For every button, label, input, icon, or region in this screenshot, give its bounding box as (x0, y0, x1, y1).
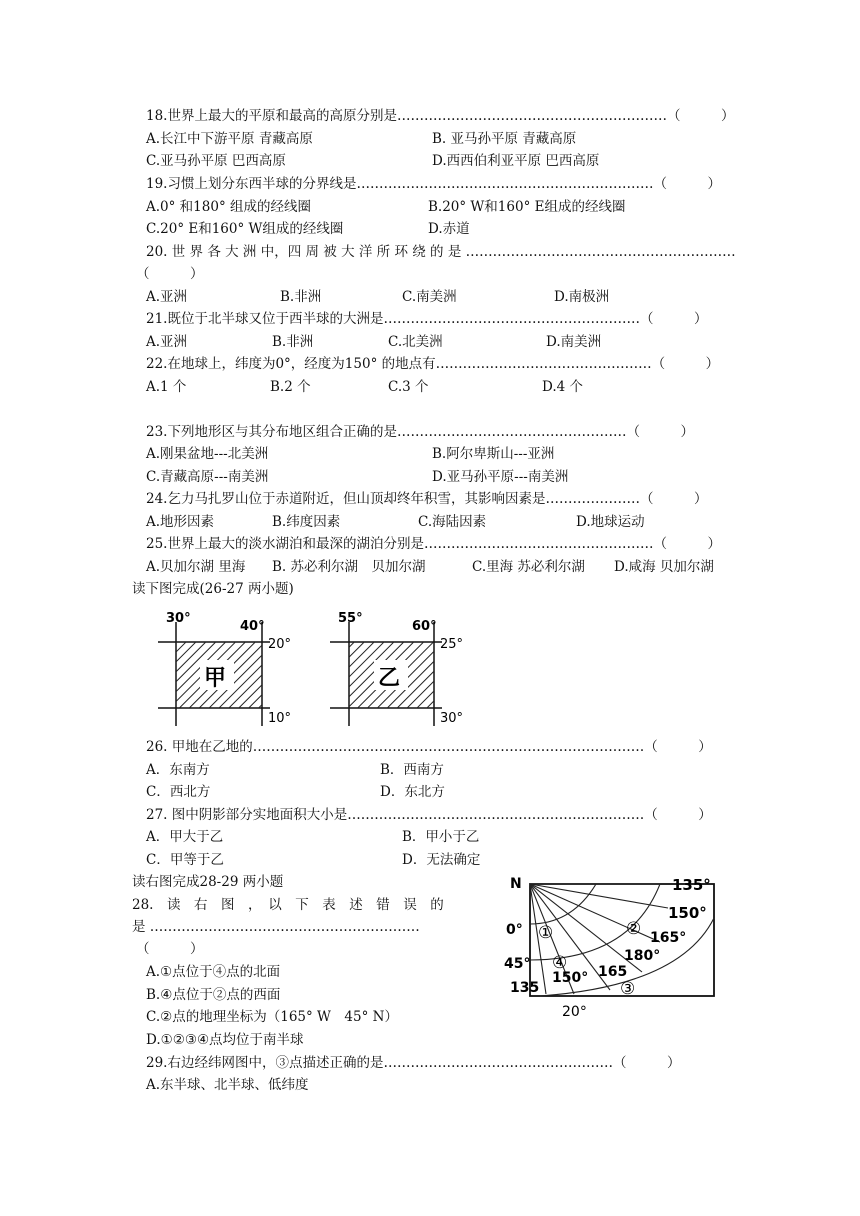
q20-option-b: B.非洲 (280, 289, 322, 305)
q24-option-d: D.地球运动 (576, 514, 645, 530)
q21-option-b: B.非洲 (272, 334, 314, 350)
q27-option-b: B．甲小于乙 (402, 829, 480, 845)
q25-option-c: C.里海 苏必利尔湖 (472, 559, 585, 575)
q22-option-c: C.3 个 (388, 379, 429, 395)
q25-option-b: B. 苏必利尔湖 贝加尔湖 (272, 559, 426, 575)
q25-stem: 25.世界上最大的淡水湖泊和最深的湖泊分别是……………………………………………（ ） (146, 536, 721, 552)
q21-option-d: D.南美洲 (546, 334, 602, 350)
read-figure-26-27: 读下图完成(26-27 两小题) (132, 581, 294, 597)
q24-option-a: A.地形因素 (146, 514, 215, 530)
point-2: ② (626, 919, 642, 939)
jia-lat-top: 20° (268, 637, 292, 652)
lon-label-150-left: 150° (552, 970, 589, 986)
lon-label-165-right: 165° (650, 930, 687, 946)
point-3: ③ (620, 979, 636, 999)
q24-stem: 24.乞力马扎罗山位于赤道附近，但山顶却终年积雪，其影响因素是…………………（ ） (146, 491, 708, 507)
q24-option-b: B.纬度因素 (272, 514, 341, 530)
q23-option-b: B.阿尔卑斯山---亚洲 (432, 446, 555, 462)
pole-label: N (510, 876, 522, 892)
q27-option-a: A．甲大于乙 (146, 829, 224, 845)
label-jia: 甲 (204, 666, 227, 691)
q26-stem: 26. 甲地在乙地的……………………………………………………………………………（ ） (146, 739, 712, 755)
yi-lat-bottom: 30° (440, 711, 464, 726)
q26-option-b: B．西南方 (380, 762, 444, 778)
lat-label-45: 45° (504, 956, 531, 972)
q20-answer-paren: （ ） (136, 266, 204, 282)
jia-lon-left: 30° (166, 611, 191, 626)
q18-option-d: D.西西伯利亚平原 巴西高原 (432, 153, 600, 169)
q23-option-c: C.青藏高原---南美洲 (146, 469, 269, 485)
point-4: ④ (552, 953, 568, 973)
q20-option-c: C.南美洲 (402, 289, 457, 305)
q28-answer-paren: （ ） (136, 941, 204, 957)
read-figure-28-29: 读右图完成28-29 两小题 (132, 874, 284, 890)
figure-polar-grid (500, 868, 722, 1020)
q28-option-a: A.①点位于④点的北面 (146, 964, 281, 980)
q22-option-a: A.1 个 (146, 379, 187, 395)
q20-option-d: D.南极洲 (554, 289, 610, 305)
lon-label-180: 180° (624, 948, 661, 964)
q28-option-c: C.②点的地理坐标为（165° W 45° N） (146, 1009, 398, 1025)
yi-lat-top: 25° (440, 637, 464, 652)
q19-option-b: B.20° W和160° E组成的经线圈 (428, 199, 626, 215)
q23-stem: 23.下列地形区与其分布地区组合正确的是……………………………………………（ ） (146, 424, 694, 440)
q20-option-a: A.亚洲 (146, 289, 188, 305)
q26-option-a: A．东南方 (146, 762, 210, 778)
q22-option-b: B.2 个 (270, 379, 311, 395)
lon-label-135-left: 135 (510, 980, 540, 996)
lon-label-165-left: 165 (598, 964, 628, 980)
q19-option-a: A.0° 和180° 组成的经线圈 (146, 199, 311, 215)
label-yi: 乙 (378, 666, 401, 691)
q29-stem: 29.右边经纬网图中，③点描述正确的是……………………………………………（ ） (146, 1055, 681, 1071)
q28-option-d: D.①②③④点均位于南半球 (146, 1032, 304, 1048)
q23-option-d: D.亚马孙平原---南美洲 (432, 469, 569, 485)
lon-label-150-right: 150° (668, 904, 707, 922)
lat-label-0: 0° (506, 922, 523, 938)
q28-stem-line1: 28. 读 右 图 ， 以 下 表 述 错 误 的 (132, 897, 444, 913)
q25-option-a: A.贝加尔湖 里海 (146, 559, 246, 575)
q20-stem: 20. 世 界 各 大 洲 中，四 周 被 大 洋 所 环 绕 的 是 …………………………………………………… (146, 244, 736, 260)
jia-lat-bottom: 10° (268, 711, 292, 726)
q26-option-c: C．西北方 (146, 784, 211, 800)
q29-option-a: A.东半球、北半球、低纬度 (146, 1077, 309, 1093)
lat-label-20: 20° (562, 1004, 587, 1020)
q21-option-a: A.亚洲 (146, 334, 188, 350)
q22-option-d: D.4 个 (542, 379, 584, 395)
q18-option-b: B. 亚马孙平原 青藏高原 (432, 131, 577, 147)
jia-lon-right: 40° (240, 619, 265, 634)
q27-option-d: D．无法确定 (402, 852, 481, 868)
lon-label-135-top: 135° (672, 876, 711, 894)
q21-option-c: C.北美洲 (388, 334, 443, 350)
figure-jia-yi (150, 608, 480, 728)
q18-option-c: C.亚马孙平原 巴西高原 (146, 153, 286, 169)
q28-stem-line2: 是 …………………………………………………… (132, 919, 420, 935)
q19-option-d: D.赤道 (428, 221, 470, 237)
yi-lon-left: 55° (338, 611, 363, 626)
q22-stem: 22.在地球上，纬度为0°，经度为150° 的地点有…………………………………………（ ） (146, 356, 720, 372)
q18-option-a: A.长江中下游平原 青藏高原 (146, 131, 313, 147)
q27-option-c: C．甲等于乙 (146, 852, 224, 868)
q26-option-d: D．东北方 (380, 784, 445, 800)
point-1: ① (538, 923, 554, 943)
q25-option-d: D.咸海 贝加尔湖 (614, 559, 714, 575)
q23-option-a: A.刚果盆地---北美洲 (146, 446, 269, 462)
q24-option-c: C.海陆因素 (418, 514, 487, 530)
q19-option-c: C.20° E和160° W组成的经线圈 (146, 221, 344, 237)
q27-stem: 27. 图中阴影部分实地面积大小是…………………………………………………………（ ） (146, 807, 712, 823)
q18-stem: 18.世界上最大的平原和最高的高原分别是……………………………………………………（ ） (146, 108, 735, 124)
q19-stem: 19.习惯上划分东西半球的分界线是…………………………………………………………（ ） (146, 176, 721, 192)
yi-lon-right: 60° (412, 619, 437, 634)
q21-stem: 21.既位于北半球又位于西半球的大洲是…………………………………………………（ ） (146, 311, 708, 327)
q28-option-b: B.④点位于②点的西面 (146, 987, 281, 1003)
